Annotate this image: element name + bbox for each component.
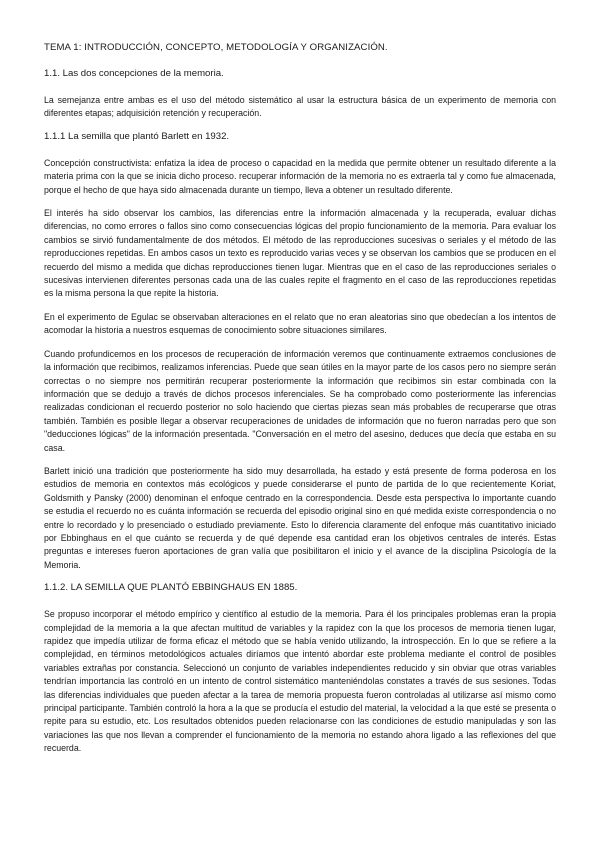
paragraph-7: Se propuso incorporar el método empírico y científico al estudio de la memoria. Para él los principales problemas eran la propia complejidad de la memoria a la que afectan multitud de variables y la rapidez con la que los procesos de memoria tienen lugar, rapidez que impedía utilizar de forma eficaz el método que se había venido utilizando, la introspección. En lo que se refiere a la complejidad, en términos metodológicos actuales diríamos que intentó abordar este problema mediante el control de posibles variables extrañas por constancia. Seleccionó un conjunto de variables independientes reducido y sin obviar que otras variables tendrían importancia las controló en un intento de control sistemático manteniéndolas constates a través de sus sesiones. Todas las diferencias individuales que pueden afectar a la tarea de memoria propuesta fueron controladas al utilizarse así mismo como principal participante. También controló la hora a la que se producía el estudio del material, la velocidad a la que esté se presenta o repite para su estudio, etc. Los resultados obtenidos pueden relacionarse con las condiciones de estudio manipuladas y son las variaciones las que nos llevan a comprender el funcionamiento de la memoria no estando ahora ligado a las reflexiones del que recuerda. bbox=[44, 609, 556, 754]
section-heading-1-1-1: 1.1.1 La semilla que plantó Barlett en 1932. bbox=[44, 130, 230, 142]
paragraph-4: En el experimento de Egulac se observaban alteraciones en el relato que no eran aleatorias sino que obedecían a los intentos de acomodar la historia a nuestros esquemas de conocimiento sobre situaciones similares. bbox=[44, 311, 556, 336]
page-title: TEMA 1: INTRODUCCIÓN, CONCEPTO, METODOLOGÍA Y ORGANIZACIÓN. bbox=[44, 42, 388, 53]
section-heading-1-1-2: 1.1.2. LA SEMILLA QUE PLANTÓ EBBINGHAUS EN 1885. bbox=[44, 582, 298, 594]
paragraph-1: La semejanza entre ambas es el uso del método sistemático al usar la estructura básica de un experimento de memoria con diferentes etapas; adquisición retención y recuperación. bbox=[44, 95, 556, 119]
paragraph-3: El interés ha sido observar los cambios, las diferencias entre la información almacenada y la recuperada, evaluar dichas diferencias, no como errores o fallos sino como consecuencias lógicas del propio funcionamiento de la memoria. Para evaluar los cambios se sirvió fundamentalmente de dos métodos. El método de las reproducciones sucesivas o seriales y el método de las reproducciones repetidas. En ambos casos un texto es reproducido varias veces y se observan los cambios que se producen en el recuerdo del mismo a medida que dichas reproducciones tienen lugar. Mientras que en el caso de las reproducciones seriales o sucesivas intervienen diferentes personas cada una de las cuales repite el fragmento en el caso de las reproducciones repetidas es la misma persona la que repite la historia. bbox=[44, 208, 556, 299]
paragraph-6: Barlett inició una tradición que posteriormente ha sido muy desarrollada, ha estado y está presente de forma poderosa en los estudios de memoria en contextos más ecológicos y puede considerarse el punto de partida de lo que recientemente Koriat, Goldsmith y Pansky (2000) denominan el enfoque centrado en la correspondencia. Desde esta perspectiva lo importante cuando se estudia el recuerdo no es cuánta información se recuerda del episodio original sino en qué medida existe correspondencia o no entre lo recordado y lo presenciado o estudiado previamente. Esto lo diferencia claramente del enfoque más cuantitativo iniciado por Ebbinghaus en el que cuánto se recuerda y de qué depende esa cantidad eran los objetivos centrales de interés. Estas preguntas e intereses fueron aportaciones de gran valía que posibilitaron el inicio y el avance de la disciplina Psicología de la Memoria. bbox=[44, 465, 556, 570]
paragraph-5: Cuando profundicemos en los procesos de recuperación de información veremos que continuamente extraemos conclusiones de la información que recibimos, realizamos inferencias. Puede que sean útiles en la mayor parte de los casos pero no siempre serán correctas o no siempre nos permitirán recuperar posteriormente la información que recibimos sin estar combinada con la información que se dedujo a través de dichos procesos inferenciales. Se ha comprobado como posteriormente las inferencias realizadas condicionan el recuerdo posterior no solo haciendo que ciertas piezas sean más probables de recuperarse que otras también. También es posible llegar a observar recuperaciones de unidades de información que no fueron narradas pero que son "deducciones lógicas" de la información presentada. "Conversación en el metro del asesino, deduces que decía que estaba en su casa. bbox=[44, 348, 556, 453]
section-heading-1-1: 1.1. Las dos concepciones de la memoria. bbox=[44, 68, 224, 79]
paragraph-2: Concepción constructivista: enfatiza la idea de proceso o capacidad en la medida que permite obtener un resultado diferente a la materia prima con la que se inicia dicho proceso. recuperar información de la memoria no es extraerla tal y como fue almacenada, porque el hecho de que haya sido almacenada durante un tiempo, lleva a obtener un resultado diferente. bbox=[44, 157, 556, 195]
